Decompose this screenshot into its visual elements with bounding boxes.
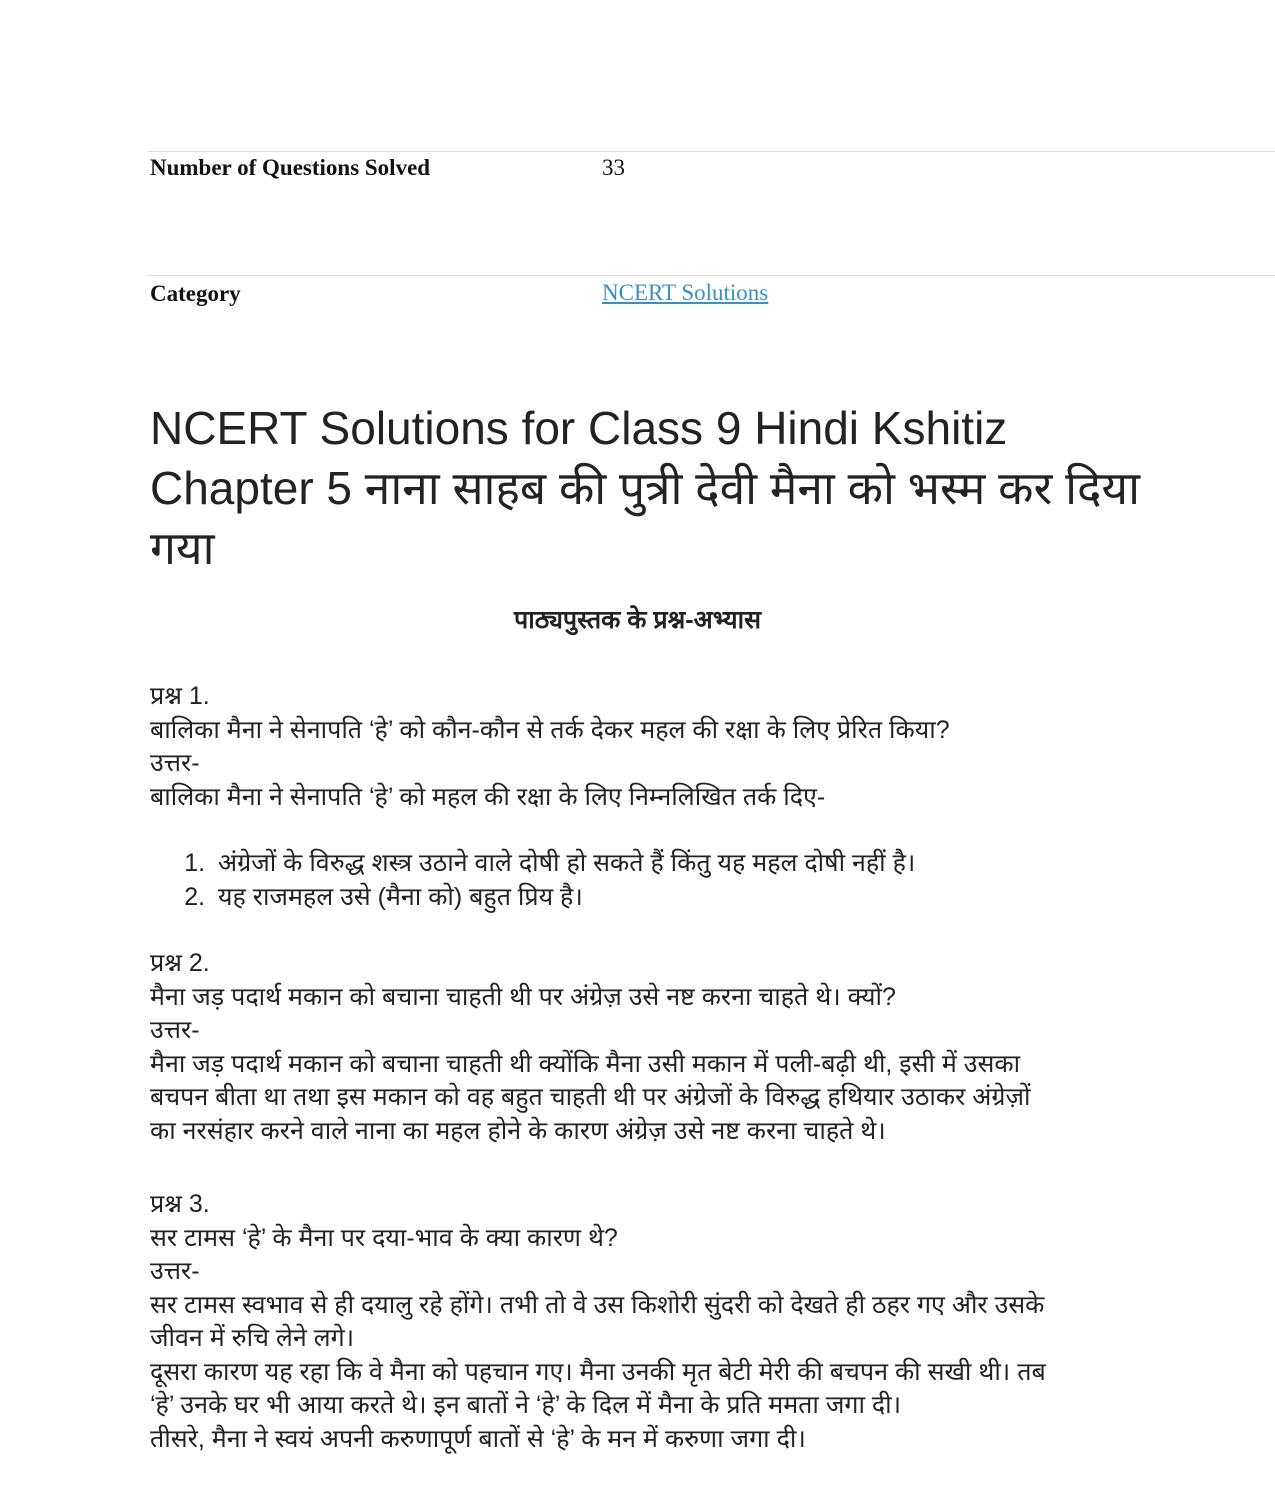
section-heading: पाठ्यपुस्तक के प्रश्न-अभ्यास [514, 606, 761, 634]
question-label: प्रश्न 1. [150, 682, 210, 710]
answer-text: बचपन बीता था तथा इस मकान को वह बहुत चाहती थी पर अंग्रेजों के विरुद्ध हथियार उठाकर अंग्रेज़ों [150, 1083, 1031, 1111]
question-3 [150, 1188, 1150, 1456]
answer-text: मैना जड़ पदार्थ मकान को बचाना चाहती थी क्योंकि मैना उसी मकान में पली-बढ़ी थी, इसी में उसका [150, 1049, 1021, 1078]
answer-text: ‘हे’ उनके घर भी आया करते थे। इन बातों ने ‘हे’ के दिल में मैना के प्रति ममता जगा दी। [150, 1391, 902, 1419]
answer-text: का नरसंहार करने वाले नाना का महल होने के कारण अंग्रेज़ उसे नष्ट करना चाहते थे। [150, 1116, 886, 1145]
category-link[interactable]: NCERT Solutions [602, 280, 769, 305]
question-label: प्रश्न 2. [150, 949, 210, 977]
list-item: 1. अंग्रेजों के विरुद्ध शस्त्र उठाने वाले दोषी हो सकते हैं किंतु यह महल दोषी नहीं है। [212, 847, 1150, 881]
question-label: प्रश्न 3. [150, 1190, 210, 1218]
questions-solved-label: Number of Questions Solved [150, 155, 431, 180]
question-text: बालिका मैना ने सेनापति ‘हे’ को कौन-कौन से तर्क देकर महल की रक्षा के लिए प्रेरित किया? [150, 715, 950, 744]
question-1 [150, 680, 1150, 814]
question-text: मैना जड़ पदार्थ मकान को बचाना चाहती थी पर अंग्रेज़ उसे नष्ट करना चाहते थे। क्यों? [150, 982, 896, 1011]
page-title: NCERT Solutions for Class 9 Hindi Kshitiz Chapter 5 नाना साहब की पुत्री देवी मैना को भस्म कर दिया गया [150, 402, 1141, 574]
question-text: सर टामस ‘हे’ के मैना पर दया-भाव के क्या कारण थे? [150, 1223, 618, 1252]
answer-text: सर टामस स्वभाव से ही दयालु रहे होंगे। तभी तो वे उस किशोरी सुंदरी को देखते ही ठहर गए और उसके [150, 1290, 1045, 1319]
questions-solved-row [148, 151, 1275, 180]
answer-points [150, 847, 1150, 914]
question-2 [150, 947, 1150, 1148]
category-label: Category [150, 281, 241, 306]
answer-label: उत्तर- [150, 1016, 200, 1044]
answer-text: जीवन में रुचि लेने लगे। [150, 1324, 355, 1352]
answer-text: तीसरे, मैना ने स्वयं अपनी करुणापूर्ण बातों से ‘हे’ के मन में करुणा जगा दी। [150, 1424, 806, 1453]
answer-label: उत्तर- [150, 749, 200, 777]
answer-label: उत्तर- [150, 1257, 200, 1285]
category-row [148, 275, 1275, 306]
answer-text: बालिका मैना ने सेनापति ‘हे’ को महल की रक्षा के लिए निम्नलिखित तर्क दिए- [150, 782, 826, 811]
list-item: 2. यह राजमहल उसे (मैना को) बहुत प्रिय है। [212, 881, 1150, 915]
article-body [150, 680, 1150, 1456]
answer-text: दूसरा कारण यह रहा कि वे मैना को पहचान गए। मैना उनकी मृत बेटी मेरी की बचपन की सखी थी। तब [150, 1357, 1046, 1386]
questions-solved-value: 33 [602, 155, 625, 180]
